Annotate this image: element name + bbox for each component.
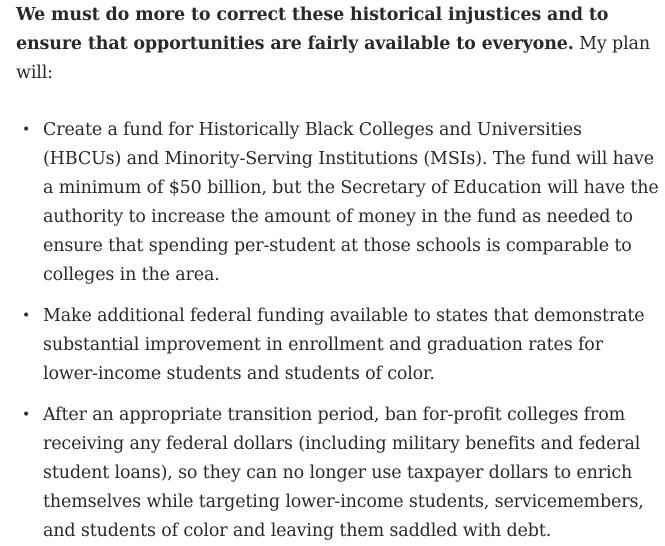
bullet-icon: •	[22, 122, 31, 138]
list-item	[16, 116, 659, 290]
list-item	[16, 401, 659, 546]
bullet-icon: •	[22, 407, 31, 423]
list-item-text: Make additional federal funding available to states that demonstrate substantial improvement in enrollment and graduation rates for lower-income students and students of color.	[43, 306, 645, 384]
intro-rest-text: My plan will:	[16, 34, 650, 83]
bullet-icon: •	[22, 308, 31, 324]
intro-paragraph	[16, 0, 659, 88]
plan-list	[16, 116, 659, 546]
list-item-text: After an appropriate transition period, ban for-profit colleges from receiving any federal dollars (including military benefits and federal student loans), so they can no longer use taxpayer dollars to enrich themselves while targeting lower-income students, servicemembers, and students of color and leaving them saddled with debt.	[43, 405, 644, 541]
intro-bold-text: We must do more to correct these historical injustices and to ensure that opportunities are fairly available to everyone.	[16, 5, 609, 54]
list-item-text: Create a fund for Historically Black Colleges and Universities (HBCUs) and Minority-Serving Institutions (MSIs). The fund will have a minimum of $50 billion, but the Secretary of Education will have the authority to increase the amount of money in the fund as needed to ensure that spending per-student at those schools is comparable to colleges in the area.	[43, 120, 659, 285]
list-item	[16, 302, 659, 389]
